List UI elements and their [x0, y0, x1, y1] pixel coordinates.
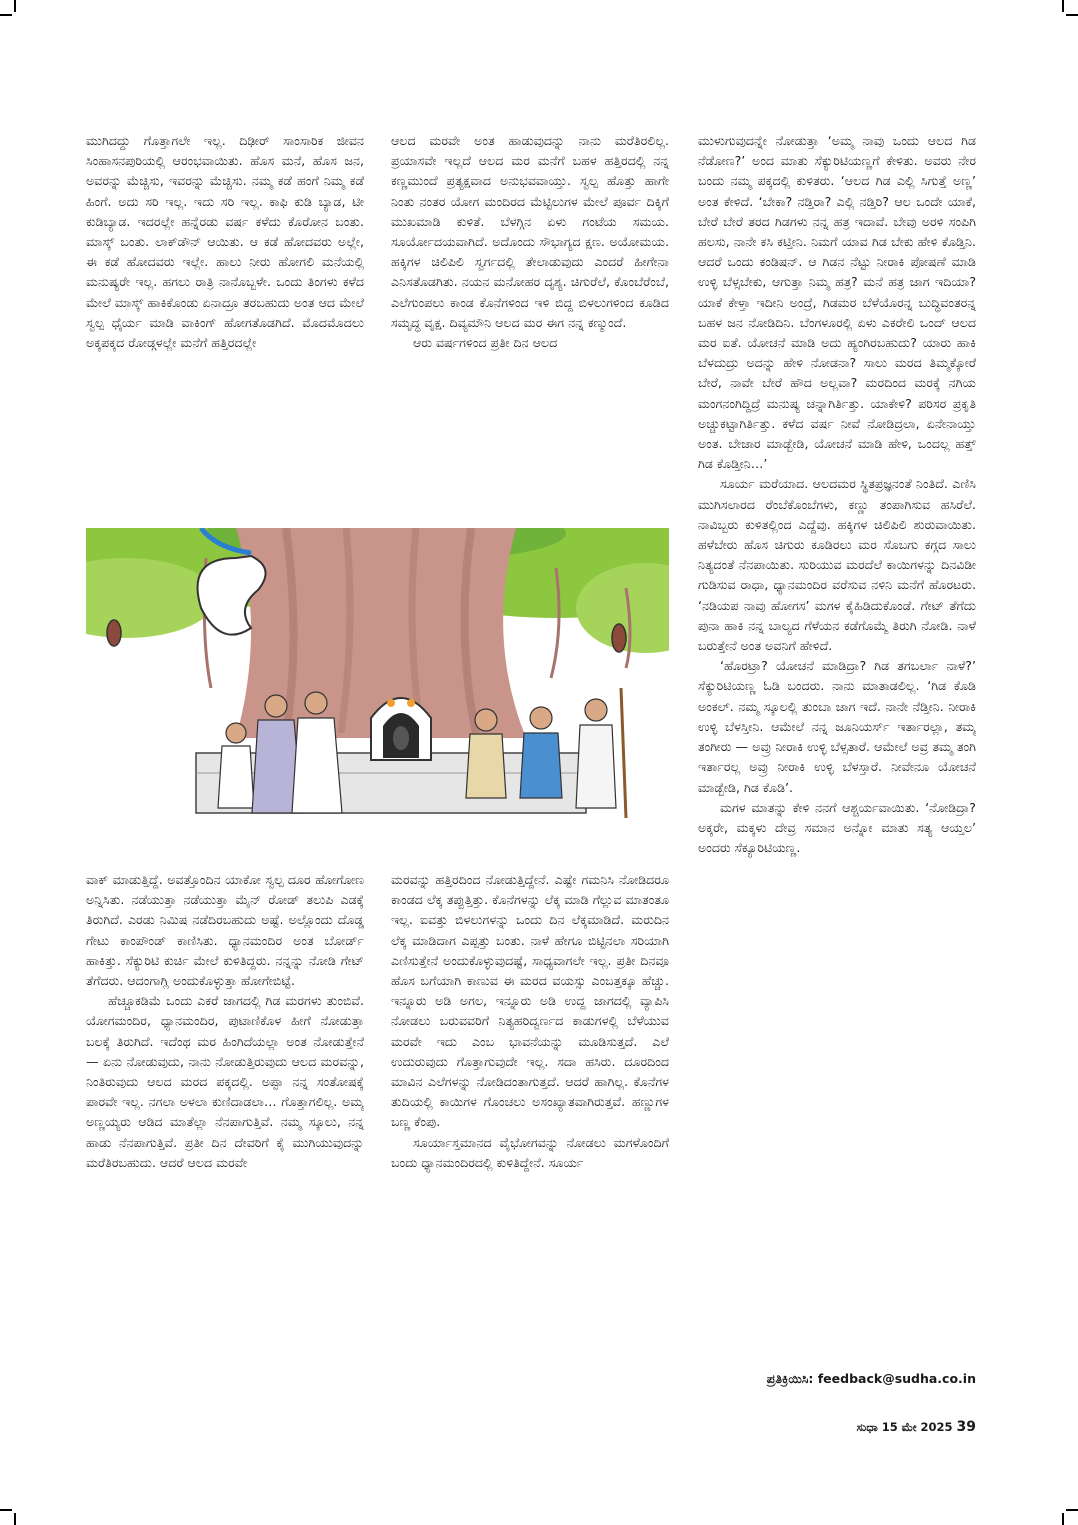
- paragraph: ಮುಗಿದದ್ದು ಗೊತ್ತಾಗಲೇ ಇಲ್ಲ. ದಿಢೀರ್ ಸಾಂಸಾರಿಕ ಜೀವನ ಸಿಂಹಾಸನಪುರಿಯಲ್ಲಿ ಆರಂಭವಾಯಿತು. ಹೊಸ ಮನೆ, ಹೊಸ ಜನ, ಅವರನ್ನು ಮೆಚ್ಚಿಸು, ಇವರನ್ನು ಮೆಚ್ಚಿಸು. ನಮ್ಮ ಕಡೆ ಹಂಗೆ ನಿಮ್ಮ ಕಡೆ ಹಿಂಗೆ. ಅದು ಸರಿ ಇಲ್ಲ. ಇದು ಸರಿ ಇಲ್ಲ. ಕಾಫಿ ಕುಡಿ ಬ್ಯಾಡ, ಟೀ ಕುಡಿಬ್ಯಾಡ. ಇದರಲ್ಲೇ ಹನ್ನೆರಡು ವರ್ಷ ಕಳೆದು ಕೊರೋನ ಬಂತು. ಮಾಸ್ಕ್ ಬಂತು. ಲಾಕ್‌ಡೌನ್ ಆಯಿತು. ಆ ಕಡೆ ಹೋದವರು ಅಲ್ಲೇ, ಈ ಕಡೆ ಹೋದವರು ಇಲ್ಲೇ. ಹಾಲು ನೀರು ಹೋಗಲಿ ಮನೆಯಲ್ಲಿ ಮನುಷ್ಯರೇ ಇಲ್ಲ. ಹಗಲು ರಾತ್ರಿ ನಾನೊಬ್ಬಳೇ. ಒಂದು ತಿಂಗಳು ಕಳೆದ ಮೇಲೆ ಮಾಸ್ಕ್ ಹಾಕಿಕೊಂಡು ಏನಾದ್ರೂ ತರಬಹುದು ಅಂತ ಆದ ಮೇಲೆ ಸ್ವಲ್ಪ ಧೈರ್ಯ ಮಾಡಿ ವಾಕಿಂಗ್ ಹೋಗತೊಡಗಿದೆ. ಮೊದಮೊದಲು ಅಕ್ಕಪಕ್ಕದ ರೋಡ್ಗಳಲ್ಲೇ ಮನೆಗೆ ಹತ್ತಿರದಲ್ಲೇ: [86, 133, 364, 351]
- issue-label: ಸುಧಾ 15 ಮೇ 2025: [856, 1420, 953, 1434]
- person: [305, 692, 327, 714]
- paragraph: ಮುಳುಗುವುದನ್ನೇ ನೋಡುತ್ತಾ ‘ಅಮ್ಮ ನಾವು ಒಂದು ಆಲದ ಗಿಡ ನೆಡೋಣ?’ ಅಂದ ಮಾತು ಸೆಕ್ಯುರಿಟಿಯಣ್ಣಗೆ ಕೇಳಿತು. ಅವರು ನೇರ ಬಂದು ನಮ್ಮ ಪಕ್ಕದಲ್ಲಿ ಕುಳಿತರು. ‘ಆಲದ ಗಿಡ ಎಲ್ಲಿ ಸಿಗುತ್ತೆ ಅಣ್ಣ’ ಅಂತ ಕೇಳಿದೆ. ‘ಬೇಕಾ? ನಡ್ತಿರಾ? ಎಲ್ಲಿ ನಡ್ತಿರಿ? ಆಲ ಒಂದೇ ಯಾಕೆ, ಬೇರೆ ಬೇರೆ ತರದ ಗಿಡಗಳು ನನ್ನ ಹತ್ರ ಇದಾವೆ. ಬೇವು ಅರಳಿ ಸಂಪಿಗಿ ಹಲಸು, ನಾನೇ ಕಸಿ ಕಟ್ತೀನಿ. ನಿಮಗೆ ಯಾವ ಗಿಡ ಬೇಕು ಹೇಳಿ ಕೊಡ್ತಿನಿ. ಆದರೆ ಒಂದು ಕಂಡಿಷನ್. ಆ ಗಿಡನ ನೆಟ್ಟು ನೀರಾಕಿ ಪೋಷಣೆ ಮಾಡಿ ಉಳ್ಳಿ ಬೆಳ್ಸಬೇಕು, ಆಗುತ್ತಾ ನಿಮ್ಮ ಹತ್ರ? ಮನೆ ಹತ್ರ ಜಾಗ ಇದಿಯಾ? ಯಾಕೆ ಕೇಳ್ತಾ ಇದೀನಿ ಅಂದ್ರೆ, ಗಿಡಮರ ಬೆಳೆಯೊರನ್ನ ಬುದ್ಧಿವಂತರನ್ನ ಬಹಳ ಜನ ನೋಡಿದಿನಿ. ಬೆಂಗಳೂರಲ್ಲಿ ಏಳು ಎಕರೇಲಿ ಒಂದ್ ಆಲದ ಮರ ಐತೆ. ಯೋಚನೆ ಮಾಡಿ ಅದು ಹ್ಯಂಗಿರಬಹುದು? ಯಾರು ಹಾಕಿ ಬೆಳದುದ್ರು ಅದನ್ನು ಹೇಳಿ ನೋಡನಾ? ಸಾಲು ಮರದ ತಿಮ್ಮಕ್ಕೋರೆ ಬೇರೆ, ನಾವೇ ಬೇರೆ ಹೌದ ಅಲ್ಲವಾ? ಮರದಿಂದ ಮರಕ್ಕೆ ನಗಿಯ ಮಂಗನಂಗಿದ್ದಿದ್ರೆ ಮನುಷ್ಯ ಚನ್ನಾಗಿರ್ತಿತ್ತು. ಯಾಕೇಳಿ? ಪರಿಸರ ಪ್ರಕೃತಿ ಅಚ್ಚುಕಟ್ಟಾಗಿರ್ತಿತ್ತು. ಕಳೆದ ವರ್ಷ ನೀವೆ ನೋಡಿದ್ರಲಾ, ಏನೇನಾಯ್ತು ಅಂತ. ಬೇಜಾರ ಮಾಡ್ಬೇಡಿ, ಯೋಚನೆ ಮಾಡಿ ಹೇಳಿ, ಒಂದಲ್ಲ ಹತ್ತ್ ಗಿಡ ಕೊಡ್ತೀನಿ…’: [698, 133, 976, 472]
- crop-mark: [0, 1509, 12, 1511]
- paragraph: ವಾಕ್ ಮಾಡುತ್ತಿದ್ದೆ. ಅವತ್ತೊಂದಿನ ಯಾಕೋ ಸ್ವಲ್ಪ ದೂರ ಹೋಗೋಣ ಅನ್ನಿಸಿತು. ನಡೆಯುತ್ತಾ ನಡೆಯುತ್ತಾ ಮೈನ್ ರೋಡ್ ತಲುಪಿ ಎಡಕ್ಕೆ ತಿರುಗಿದೆ. ಎರಡು ನಿಮಿಷ ನಡೆದಿರಬಹುದು ಅಷ್ಟೆ. ಅಲ್ಲೊಂದು ದೊಡ್ಡ ಗೇಟು ಕಾಂಪೌಂಡ್ ಕಾಣಿಸಿತು. ಧ್ಯಾನಮಂದಿರ ಅಂತ ಬೋರ್ಡ್ ಹಾಕಿತ್ತು. ಸೆಕ್ಯುರಿಟಿ ಕುರ್ಚಿ ಮೇಲೆ ಕುಳಿತಿದ್ದರು. ನನ್ನನ್ನು ನೋಡಿ ಗೇಟ್ ತೆಗೆದರು. ಆದಂಗಾಗ್ಲಿ ಅಂದುಕೊಳ್ಳುತ್ತಾ ಹೋಗೇಬಿಟ್ಟೆ.: [86, 872, 364, 989]
- page-footer: [820, 1419, 976, 1435]
- banyan-tree-illustration: [86, 528, 669, 838]
- page-number: 39: [956, 1419, 976, 1435]
- person: [475, 709, 497, 731]
- column-2-bottom: [391, 870, 669, 1405]
- crop-mark: [14, 0, 16, 12]
- paragraph: ಮರವನ್ನು ಹತ್ತಿರದಿಂದ ನೋಡುತ್ತಿದ್ದೇನೆ. ಎಷ್ಟೇ ಗಮನಿಸಿ ನೋಡಿದರೂ ಕಾಂಡದ ಲೆಕ್ಕ ತಪ್ಪುತ್ತಿತ್ತು. ಕೊನೆಗಳನ್ನು ಲೆಕ್ಕ ಮಾಡಿ ಗೆಲ್ಲುವ ಮಾತಂತೂ ಇಲ್ಲ. ಐವತ್ತು ಬಿಳಲುಗಳನ್ನು ಒಂದು ದಿನ ಲೆಕ್ಕಮಾಡಿದೆ. ಮರುದಿನ ಲೆಕ್ಕ ಮಾಡಿದಾಗ ಎಪ್ಪತ್ತು ಬಂತು. ನಾಳೆ ಹೇಗೂ ಬಿಟ್ಟಿನಲಾ ಸರಿಯಾಗಿ ಎಣಿಸುತ್ತೇನೆ ಅಂದುಕೊಳ್ಳುವುದಷ್ಟೆ, ಸಾಧ್ಯವಾಗಲೇ ಇಲ್ಲ. ಪ್ರತೀ ದಿನವೂ ಹೊಸ ಬಗೆಯಾಗಿ ಕಾಣುವ ಈ ಮರದ ವಯಸ್ಸು ಎಂಬತ್ತಕ್ಕೂ ಹೆಚ್ಚು. ಇನ್ನೂರು ಅಡಿ ಅಗಲ, ಇನ್ನೂರು ಅಡಿ ಉದ್ದ ಜಾಗದಲ್ಲಿ ವ್ಯಾಪಿಸಿ ನೋಡಲು ಬರುವವರಿಗೆ ನಿತ್ಯಹರಿದ್ವರ್ಣದ ಕಾಡುಗಳಲ್ಲಿ ಬೆಳೆಯುವ ಮರವೇ ಇದು ಎಂಬ ಭಾವನೆಯನ್ನು ಮೂಡಿಸುತ್ತದೆ. ಎಲೆ ಉದುರುವುದು ಗೊತ್ತಾಗುವುದೇ ಇಲ್ಲ. ಸದಾ ಹಸಿರು. ದೂರದಿಂದ ಮಾವಿನ ಎಲೆಗಳನ್ನು ನೋಡಿದಂತಾಗುತ್ತದೆ. ಆದರೆ ಹಾಗಿಲ್ಲ. ಕೊನೆಗಳ ತುದಿಯಲ್ಲಿ ಕಾಯಿಗಳ ಗೊಂಚಲು ಅಸಂಖ್ಯಾತವಾಗಿರುತ್ತವೆ. ಹಣ್ಣುಗಳ ಬಣ್ಣ ಕೆಂಪು.: [391, 872, 669, 1130]
- person: [265, 695, 287, 717]
- crop-mark: [1062, 1513, 1064, 1525]
- person: [226, 723, 246, 743]
- crop-mark: [1066, 1509, 1078, 1511]
- person: [530, 707, 552, 729]
- person: [585, 699, 607, 721]
- paragraph: ಆರು ವರ್ಷಗಳಿಂದ ಪ್ರತೀ ದಿನ ಆಲದ: [413, 335, 558, 351]
- column-2-top: [391, 131, 669, 523]
- paragraph: ಹೆಚ್ಚೂಕಡಿಮೆ ಒಂದು ಎಕರೆ ಜಾಗದಲ್ಲಿ ಗಿಡ ಮರಗಳು ತುಂಬಿವೆ. ಯೋಗಮಂದಿರ, ಧ್ಯಾನಮಂದಿರ, ಪುಟಾಣಿಕೊಳ ಹೀಗೆ ನೋಡುತ್ತಾ ಬಲಕ್ಕೆ ತಿರುಗಿದೆ. ಇದೆಂಥ ಮರ ಹಿಂಗಿದೆಯಲ್ಲಾ ಅಂತ ನೋಡುತ್ತೇನೆ — ಏನು ನೋಡುವುದು, ನಾನು ನೋಡುತ್ತಿರುವುದು ಆಲದ ಮರವನ್ನು, ನಿಂತಿರುವುದು ಆಲದ ಮರದ ಪಕ್ಕದಲ್ಲಿ. ಅಪ್ಪಾ ನನ್ನ ಸಂತೋಷಕ್ಕೆ ಪಾರವೇ ಇಲ್ಲ. ನಗಲಾ ಅಳಲಾ ಕುಣಿದಾಡಲಾ… ಗೊತ್ತಾಗಲಿಲ್ಲ. ಅಮ್ಮ ಅಣ್ಣಯ್ಯರು ಆಡಿದ ಮಾತೆಲ್ಲಾ ನೆನಪಾಗುತ್ತಿವೆ. ನಮ್ಮ ಸ್ಕೂಲು, ನನ್ನ ಹಾಡು ನೆನಪಾಗುತ್ತಿವೆ. ಪ್ರತೀ ದಿನ ದೇವರಿಗೆ ಕೈ ಮುಗಿಯುವುದನ್ನು ಮರೆತಿರಬಹುದು. ಆದರೆ ಆಲದ ಮರವೇ: [86, 993, 364, 1170]
- crop-mark: [14, 1513, 16, 1525]
- hanging-bell: [107, 620, 121, 646]
- column-3: [698, 131, 976, 1363]
- feedback-line: ಪ್ರತಿಕ್ರಿಯಿಸಿ: feedback@sudha.co.in: [766, 1371, 976, 1386]
- paragraph: ಮಗಳ ಮಾತನ್ನು ಕೇಳಿ ನನಗೆ ಆಶ್ಚರ್ಯವಾಯಿತು. ‘ನೋಡಿದ್ರಾ? ಅಕ್ಕರೇ, ಮಕ್ಕಳು ದೇವ್ರ ಸಮಾನ ಅನ್ನೋ ಮಾತು ಸತ್ಯ ಆಯ್ತಲ’ ಅಂದರು ಸೆಕ್ಯೂರಿಟಿಯಣ್ಣ.: [698, 799, 976, 856]
- column-1-top: [86, 131, 364, 523]
- crop-mark: [1062, 0, 1064, 12]
- crop-mark: [1066, 14, 1078, 16]
- paragraph: ‘ಹೊರಟ್ರಾ? ಯೋಚನೆ ಮಾಡಿದ್ರಾ? ಗಿಡ ತಗಬರ್ಲಾ ನಾಳೆ?’ ಸೆಕ್ಯುರಿಟಿಯಣ್ಣ ಓಡಿ ಬಂದರು. ನಾನು ಮಾತಾಡಲಿಲ್ಲ. ‘ಗಿಡ ಕೊಡಿ ಅಂಕಲ್. ನಮ್ಮ ಸ್ಕೂಲಲ್ಲಿ ತುಂಬಾ ಜಾಗ ಇದೆ. ನಾನೇ ನೆಡ್ತೀನಿ. ನೀರಾಕಿ ಉಳ್ಳಿ ಬೆಳಸ್ತೀನಿ. ಆಮೇಲೆ ನನ್ನ ಜೂನಿಯರ್ಸ್ ಇರ್ತಾರಲ್ಲಾ, ತಮ್ಮ ತಂಗೀರು — ಅವ್ರು ನೀರಾಕಿ ಉಳ್ಳಿ ಬೆಳ್ಸತಾರೆ. ಆಮೇಲೆ ಅವ್ರ ತಮ್ಮ ತಂಗಿ ಇರ್ತಾರಲ್ಲ ಅವ್ರು ನೀರಾಕಿ ಉಳ್ಳಿ ಬೆಳಸ್ತಾರೆ. ನೀವೇನೂ ಯೋಚನೆ ಮಾಡ್ಬೇಡಿ, ಗಿಡ ಕೊಡಿ’.: [698, 658, 976, 795]
- hanging-bell: [612, 624, 626, 652]
- paragraph: ಸೂರ್ಯ ಮರೆಯಾದ. ಆಲದಮರ ಸ್ಥಿತಪ್ರಜ್ಞನಂತೆ ನಿಂತಿದೆ. ಎಣಿಸಿ ಮುಗಿಸಲಾರದ ರೆಂಬೆಕೊಂಬೆಗಳು, ಕಣ್ಣು ತಂಪಾಗಿಸುವ ಹಸಿರೆಲೆ. ನಾವಿಬ್ಬರು ಕುಳಿತಲ್ಲಿಂದ ಎದ್ದೆವು. ಹಕ್ಕಿಗಳ ಚಿಲಿಪಿಲಿ ಶುರುವಾಯಿತು. ಹಳೆಬೇರು ಹೊಸ ಚಿಗುರು ಕೂಡಿರಲು ಮರ ಸೊಬಗು ಕಗ್ಗದ ಸಾಲು ನಿತ್ಯದಂತೆ ನೆನಪಾಯಿತು. ಸುರಿಯುವ ಮರದೆಲೆ ಕಾಯಿಗಳನ್ನು ದಿನವಿಡೀ ಗುಡಿಸುವ ರಾಧಾ, ಧ್ಯಾನಮಂದಿರ ವರೆಸುವ ನಳಿನಿ ಮನೆಗೆ ಹೊರಟರು. ‘ನಡಿಯಪ ನಾವು ಹೋಗಸ’ ಮಗಳ ಕೈಹಿಡಿದುಕೊಂಡೆ. ಗೇಟ್ ತೆಗೆದು ಪುನಾ ಹಾಕಿ ನನ್ನ ಬಾಲ್ಯದ ಗೆಳೆಯನ ಕಡೆಗೊಮ್ಮೆ ತಿರುಗಿ ನೋಡಿ. ನಾಳೆ ಬರುತ್ತೇನೆ ಅಂತ ಅವನಿಗೆ ಹೇಳಿದೆ.: [698, 476, 976, 654]
- paragraph: ಆಲದ ಮರವೇ ಅಂತ ಹಾಡುವುದನ್ನು ನಾನು ಮರೆತಿರಲಿಲ್ಲ. ಪ್ರಯಾಸವೇ ಇಲ್ಲದೆ ಆಲದ ಮರ ಮನೆಗೆ ಬಹಳ ಹತ್ತಿರದಲ್ಲಿ ನನ್ನ ಕಣ್ಣಮುಂದೆ ಪ್ರತ್ಯಕ್ಷವಾದ ಅನುಭವವಾಯ್ತು. ಸ್ವಲ್ಪ ಹೊತ್ತು ಹಾಗೇ ನಿಂತು ನಂತರ ಯೋಗ ಮಂದಿರದ ಮೆಟ್ಟಿಲುಗಳ ಮೇಲೆ ಪೂರ್ವ ದಿಕ್ಕಿಗೆ ಮುಖಮಾಡಿ ಕುಳಿತೆ. ಬೆಳಗ್ಗಿನ ಏಳು ಗಂಟೆಯ ಸಮಯ. ಸೂರ್ಯೋದಯವಾಗಿದೆ. ಅದೊಂದು ಸೌಭಾಗ್ಯದ ಕ್ಷಣ. ಅಯೋಮಯ. ಹಕ್ಕಿಗಳ ಚಿಲಿಪಿಲಿ ಸ್ವರ್ಗದಲ್ಲಿ ತೇಲಾಡುವುದು ಎಂದರೆ ಹೀಗೇನಾ ಎನಿಸತೊಡಗಿತು. ನಯನ ಮನೋಹರ ದೃಶ್ಯ. ಚಿಗುರೆಲೆ, ಕೊಂಬೆರೆಂಬೆ, ಎಲೆಗುಂಪಲು ಕಾಂಡ ಕೊನೆಗಳಿಂದ ಇಳಿ ಬಿದ್ದ ಬಿಳಲುಗಳಿಂದ ಕೂಡಿದ ಸಮೃದ್ಧ ವೃಕ್ಷ. ದಿವ್ಯಮೌನಿ ಆಲದ ಮರ ಈಗ ನನ್ನ ಕಣ್ಮುಂದೆ.: [391, 133, 669, 330]
- crop-mark: [0, 14, 12, 16]
- paragraph: ಸೂರ್ಯಾಸ್ತಮಾನದ ವೈಭೋಗವನ್ನು ನೋಡಲು ಮಗಳೊಂದಿಗೆ ಬಂದು ಧ್ಯಾನಮಂದಿರದಲ್ಲಿ ಕುಳಿತಿದ್ದೇನೆ. ಸೂರ್ಯ: [391, 1134, 669, 1170]
- column-1-bottom: [86, 870, 364, 1405]
